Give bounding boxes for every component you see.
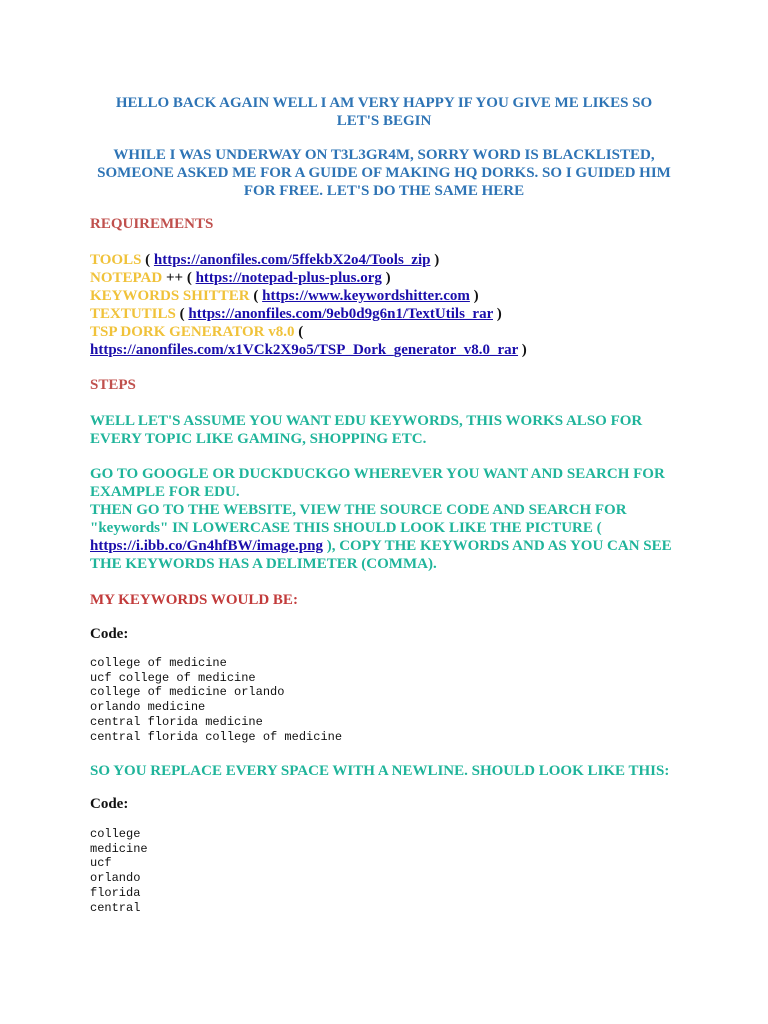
intro-paragraph bbox=[84, 94, 684, 130]
code-line: florida bbox=[90, 885, 141, 900]
requirement-link[interactable]: https://anonfiles.com/5ffekbX2o4/Tools_zip bbox=[153, 252, 431, 268]
code-line: college of medicine bbox=[90, 656, 227, 670]
steps-line: GO TO GOOGLE OR DUCKDUCKGO WHEREVER YOU WANT AND SEARCH FOR bbox=[90, 466, 665, 482]
requirement-name: TSP DORK GENERATOR v8.0 bbox=[90, 324, 295, 340]
code-label: Code: bbox=[90, 796, 129, 812]
code-line: college bbox=[90, 827, 141, 841]
replace-instruction: SO YOU REPLACE EVERY SPACE WITH A NEWLINE. SHOULD LOOK LIKE THIS: bbox=[90, 763, 670, 779]
code-line: central bbox=[90, 900, 141, 915]
steps-line: THEN GO TO THE WEBSITE, VIEW THE SOURCE CODE AND SEARCH FOR bbox=[90, 502, 627, 518]
steps-line: EXAMPLE FOR EDU. bbox=[90, 484, 240, 500]
requirement-item-continued: https://anonfiles.com/x1VCk2X9o5/TSP_Dork_generator_v8.0_rar ) bbox=[90, 342, 527, 358]
requirement-link[interactable]: https://www.keywordshitter.com bbox=[262, 288, 470, 304]
code-line: central florida medicine bbox=[90, 714, 263, 729]
requirement-item: KEYWORDS SHITTER ( https://www.keywordshitter.com ) bbox=[90, 288, 479, 304]
steps-line: "keywords" IN LOWERCASE THIS SHOULD LOOK LIKE THE PICTURE ( bbox=[90, 520, 602, 536]
steps-heading: STEPS bbox=[90, 377, 136, 393]
requirement-name: TEXTUTILS bbox=[90, 306, 176, 322]
requirement-name: TOOLS bbox=[90, 252, 142, 268]
requirement-link[interactable]: https://notepad-plus-plus.org bbox=[195, 270, 382, 286]
steps-line: WELL LET'S ASSUME YOU WANT EDU KEYWORDS, THIS WORKS ALSO FOR bbox=[90, 413, 643, 429]
code-line: ucf college of medicine bbox=[90, 670, 256, 685]
image-link[interactable]: https://i.ibb.co/Gn4hfBW/image.png bbox=[90, 538, 323, 554]
requirement-item: TOOLS ( https://anonfiles.com/5ffekbX2o4/Tools_zip ) bbox=[90, 252, 440, 268]
requirements-heading: REQUIREMENTS bbox=[90, 216, 214, 232]
requirement-name: NOTEPAD bbox=[90, 270, 163, 286]
code-line: central florida college of medicine bbox=[90, 729, 343, 744]
intro-line: HELLO BACK AGAIN WELL I AM VERY HAPPY IF YOU GIVE ME LIKES SO bbox=[115, 95, 653, 111]
steps-paragraph-1 bbox=[90, 412, 690, 448]
words-code-block bbox=[90, 827, 690, 915]
code-line: ucf bbox=[90, 856, 112, 871]
intro-line: WHILE I WAS UNDERWAY ON T3L3GR4M, SORRY WORD IS BLACKLISTED, bbox=[113, 147, 655, 163]
requirement-link[interactable]: https://anonfiles.com/9eb0d9g6n1/TextUtils_rar bbox=[188, 306, 493, 322]
steps-line: EVERY TOPIC LIKE GAMING, SHOPPING ETC. bbox=[90, 431, 427, 447]
steps-line: THE KEYWORDS HAS A DELIMETER (COMMA). bbox=[90, 556, 437, 572]
requirement-item: TEXTUTILS ( https://anonfiles.com/9eb0d9g6n1/TextUtils_rar ) bbox=[90, 306, 502, 322]
requirement-link[interactable]: https://anonfiles.com/x1VCk2X9o5/TSP_Dork_generator_v8.0_rar bbox=[90, 342, 519, 358]
intro-line: FOR FREE. LET'S DO THE SAME HERE bbox=[243, 183, 525, 199]
steps-line: https://i.ibb.co/Gn4hfBW/image.png ), COPY THE KEYWORDS AND AS YOU CAN SEE bbox=[90, 538, 672, 554]
code-line: college of medicine orlando bbox=[90, 685, 285, 700]
intro-line: LET'S BEGIN bbox=[336, 113, 432, 129]
keywords-code-block bbox=[90, 656, 690, 744]
steps-paragraph-2 bbox=[90, 465, 690, 573]
intro-line: SOMEONE ASKED ME FOR A GUIDE OF MAKING HQ DORKS. SO I GUIDED HIM bbox=[97, 165, 671, 181]
intro-paragraph-2 bbox=[84, 146, 684, 200]
keywords-heading: MY KEYWORDS WOULD BE: bbox=[90, 592, 298, 608]
requirement-name: KEYWORDS SHITTER bbox=[90, 288, 250, 304]
code-label: Code: bbox=[90, 626, 129, 642]
requirement-item: NOTEPAD ++ ( https://notepad-plus-plus.org ) bbox=[90, 270, 391, 286]
code-line: medicine bbox=[90, 841, 148, 856]
requirement-item: TSP DORK GENERATOR v8.0 ( bbox=[90, 324, 304, 340]
code-line: orlando medicine bbox=[90, 700, 206, 715]
code-line: orlando bbox=[90, 871, 141, 886]
requirements-list bbox=[90, 251, 690, 359]
